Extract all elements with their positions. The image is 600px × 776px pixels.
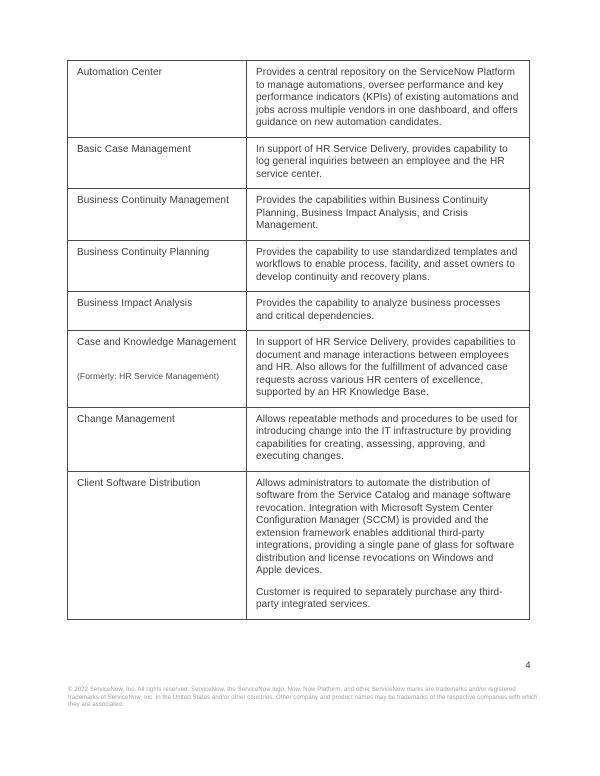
capability-name-cell: [68, 331, 247, 408]
table-row: [68, 137, 530, 189]
capability-description-cell: [247, 471, 530, 619]
capability-table-body: [68, 61, 530, 620]
capability-name-cell: [68, 189, 247, 241]
description-paragraph: Allows repeatable methods and procedures to be used for introducing change into the IT infrastructure by providing capabilities for creating, assessing, approving, and executing changes.: [256, 413, 518, 462]
table-row: [68, 61, 530, 138]
table-row: [68, 471, 530, 619]
capability-description-cell: [247, 61, 530, 138]
description-paragraph: Provides the capability to use standardized templates and workflows to enable process, facility, and asset owners to develop continuity and recovery plans.: [256, 246, 518, 283]
description-paragraph: Customer is required to separately purchase any third-party integrated services.: [256, 586, 503, 610]
capability-description-cell: [247, 137, 530, 189]
capability-name: Basic Case Management: [77, 143, 191, 155]
capability-description-cell: [247, 240, 530, 292]
capability-name-cell: [68, 292, 247, 331]
description-paragraph: In support of HR Service Delivery, provides capabilities to document and manage interactions between employees and HR. Also allows for the fulfillment of advanced case requests across various HR centers of excellence, supported by an HR Knowledge Base.: [256, 337, 516, 398]
capability-name-cell: [68, 61, 247, 138]
capability-name-cell: [68, 407, 247, 471]
description-paragraph: Allows administrators to automate the distribution of software from the Service Catalog and manage software revocation. Integration with Microsoft System Center Configuration Manager (SCCM) is provided and the extension framework enables additional third-party integrations, providing a single pane of glass for software distribution and license revocations on Windows and Apple devices.: [256, 477, 515, 576]
description-paragraph: Provides the capability to analyze business processes and critical dependencies.: [256, 298, 501, 322]
capability-name: Case and Knowledge Management: [77, 337, 237, 348]
table-row: [68, 240, 530, 292]
capability-name-cell: [68, 137, 247, 189]
capability-name: Business Impact Analysis: [77, 298, 193, 309]
capability-name-cell: [68, 240, 247, 292]
table-row: [68, 331, 530, 408]
capability-name: Business Continuity Planning: [77, 246, 210, 258]
description-paragraph: Provides a central repository on the ServiceNow Platform to manage automations, oversee performance and key performance indicators (KPIs) of existing automations and jobs across multiple vendors in one dashboard, and offers guidance on new automation candidates.: [256, 67, 519, 128]
capability-table: [67, 60, 530, 620]
capability-description-cell: [247, 407, 530, 471]
footer-legal-text: © 2022 ServiceNow, Inc. All rights reserved. ServiceNow, the ServiceNow logo, Now, Now Platform, and other ServiceNow marks are trademarks and/or registered trademarks of ServiceNow, Inc. in the United States and/or other countries. Other company and product names may be trademarks of the respective companies with which they are associated.: [68, 687, 538, 708]
capability-name: Automation Center: [77, 67, 163, 78]
capability-name: Business Continuity Management: [77, 195, 229, 206]
description-paragraph: In support of HR Service Delivery, provides capability to log general inquiries between an employee and the HR service center.: [256, 143, 508, 180]
capability-name-cell: [68, 471, 247, 619]
capability-name: Change Management: [77, 413, 175, 425]
table-row: [68, 189, 530, 241]
capability-description-cell: [247, 189, 530, 241]
description-paragraph: Provides the capabilities within Business Continuity Planning, Business Impact Analysis, and Crisis Management.: [256, 195, 488, 231]
capability-formerly-note: (Formerly: HR Service Management): [77, 370, 220, 381]
capability-name: Client Software Distribution: [77, 477, 201, 489]
table-row: [68, 407, 530, 471]
page-number: 4: [525, 660, 531, 670]
capability-description-cell: [247, 292, 530, 331]
capability-description-cell: [247, 331, 530, 408]
table-row: [68, 292, 530, 331]
